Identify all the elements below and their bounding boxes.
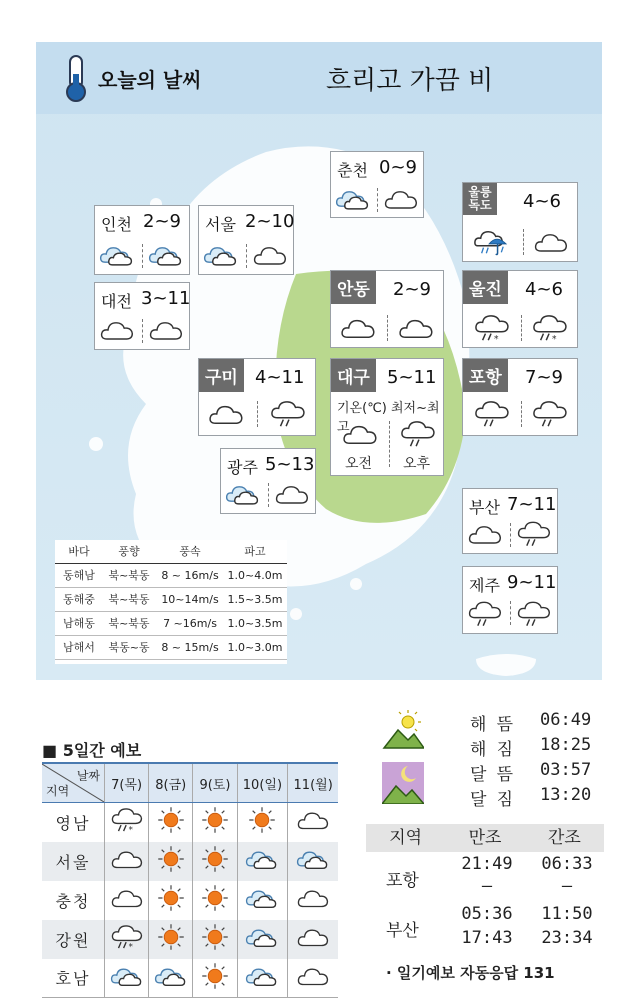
forecast-cell bbox=[149, 920, 193, 959]
city-temp: 0~9 bbox=[379, 157, 417, 178]
title-main: 흐리고 가끔 비 bbox=[326, 66, 494, 96]
table-row bbox=[42, 803, 338, 842]
rain-snow-icon bbox=[110, 922, 144, 952]
sea-cell: 7 ~16m/s bbox=[163, 617, 217, 630]
city-temp: 2~9 bbox=[393, 279, 431, 300]
cloud-icon bbox=[296, 807, 330, 833]
sea-cell: 남해동 bbox=[63, 617, 95, 630]
thermometer-icon bbox=[62, 54, 90, 104]
sunset-time: 18:25 bbox=[540, 735, 592, 755]
forecast-phone-note: · 일기예보 자동응답 131 bbox=[386, 964, 555, 982]
sunrise-mountain-icon bbox=[382, 708, 424, 750]
city-temp: 5~11 bbox=[387, 367, 437, 388]
partly-cloudy-icon bbox=[245, 885, 279, 911]
city-name: 구미 bbox=[199, 359, 244, 392]
sun-icon bbox=[198, 883, 232, 913]
rain-snow-icon bbox=[473, 313, 511, 343]
rain-icon bbox=[516, 599, 552, 629]
city-temp: 4~11 bbox=[255, 367, 305, 388]
forecast-title: ■ 5일간 예보 bbox=[42, 741, 142, 760]
region-name: 영남 bbox=[42, 803, 105, 842]
card-chuncheon bbox=[330, 151, 424, 218]
map-jeju bbox=[476, 654, 536, 676]
tide-region-busan: 부산 bbox=[386, 921, 419, 941]
tide-low: 23:34 bbox=[541, 928, 593, 948]
forecast-cell bbox=[193, 803, 237, 842]
forecast-cell bbox=[105, 959, 149, 998]
cloud-icon bbox=[99, 317, 135, 343]
cloud-icon bbox=[274, 481, 310, 507]
city-name: 울진 bbox=[463, 271, 508, 304]
sea-cell: 10~14m/s bbox=[161, 593, 219, 606]
rain-icon bbox=[269, 399, 307, 429]
sunrise-label: 해 뜸 bbox=[470, 715, 514, 735]
table-row bbox=[55, 564, 287, 588]
region-name: 강원 bbox=[42, 920, 105, 959]
cloud-icon bbox=[341, 421, 379, 447]
card-jeju bbox=[462, 566, 558, 634]
sea-cell: 북동~동 bbox=[108, 641, 150, 654]
region-name: 충청 bbox=[42, 881, 105, 920]
city-temp: 2~10 bbox=[245, 211, 295, 232]
rain-icon bbox=[531, 399, 569, 429]
card-andong bbox=[330, 270, 444, 348]
sun-icon bbox=[154, 883, 188, 913]
city-name: 광주 bbox=[227, 458, 258, 477]
table-row bbox=[42, 959, 338, 998]
partly-cloudy-icon bbox=[296, 846, 330, 872]
forecast-cell bbox=[288, 881, 338, 920]
forecast-cell bbox=[105, 842, 149, 881]
tide-high: 05:36 bbox=[461, 904, 513, 924]
region-name: 호남 bbox=[42, 959, 105, 998]
moonset-time: 13:20 bbox=[540, 785, 592, 805]
forecast-cell bbox=[149, 959, 193, 998]
sea-header-cell: 풍속 bbox=[179, 545, 201, 558]
sea-table-header bbox=[55, 540, 287, 564]
forecast-cell bbox=[105, 920, 149, 959]
forecast-cell bbox=[149, 803, 193, 842]
rain-snow-icon bbox=[531, 313, 569, 343]
tide-header-cell: 지역 bbox=[389, 828, 423, 848]
sea-cell: 북~북동 bbox=[108, 617, 150, 630]
forecast-table bbox=[42, 762, 338, 998]
sea-cell: 북~북동 bbox=[108, 569, 150, 582]
sea-header-cell: 풍향 bbox=[118, 545, 140, 558]
table-row bbox=[42, 842, 338, 881]
forecast-cell bbox=[237, 881, 288, 920]
partly-cloudy-icon bbox=[99, 242, 135, 268]
forecast-cell bbox=[149, 881, 193, 920]
corner-region-label: 지역 bbox=[46, 784, 70, 798]
city-temp: 4~6 bbox=[523, 191, 561, 212]
city-temp: 9~11 bbox=[507, 572, 557, 593]
cloud-icon bbox=[296, 963, 330, 989]
cloud-icon bbox=[252, 242, 288, 268]
sea-cell: 북~북동 bbox=[108, 593, 150, 606]
day-header: 11(월) bbox=[288, 763, 338, 803]
sun-icon bbox=[198, 961, 232, 991]
forecast-header-row bbox=[42, 763, 338, 803]
card-gwangju bbox=[220, 448, 316, 514]
city-temp: 7~9 bbox=[525, 367, 563, 388]
forecast-cell bbox=[237, 959, 288, 998]
cloud-icon bbox=[467, 521, 503, 547]
card-gumi bbox=[198, 358, 316, 436]
sea-cell: 8 ~ 15m/s bbox=[161, 641, 219, 654]
card-incheon bbox=[94, 205, 190, 275]
table-row bbox=[55, 588, 287, 612]
city-name: 대전 bbox=[101, 292, 132, 311]
sea-cell: 동해중 bbox=[63, 593, 95, 606]
title-small: 오늘의 날씨 bbox=[98, 68, 202, 92]
card-pohang bbox=[462, 358, 578, 436]
city-temp: 2~9 bbox=[143, 211, 181, 232]
sea-header-cell: 바다 bbox=[68, 545, 90, 558]
city-temp: 3~11 bbox=[141, 288, 191, 309]
cloud-icon bbox=[207, 401, 245, 427]
forecast-cell bbox=[237, 920, 288, 959]
tide-header bbox=[366, 824, 604, 852]
am-label: 오전 bbox=[345, 456, 373, 472]
moonrise-mountain-icon bbox=[382, 762, 424, 804]
city-name: 안동 bbox=[331, 271, 376, 304]
card-ulleung bbox=[462, 182, 578, 262]
city-name: 부산 bbox=[469, 498, 500, 517]
city-name: 대구 bbox=[331, 359, 376, 392]
day-header: 7(목) bbox=[105, 763, 149, 803]
tide-high: 17:43 bbox=[461, 928, 513, 948]
tide-header-cell: 간조 bbox=[547, 828, 581, 848]
sea-cell: 동해남 bbox=[63, 569, 95, 582]
partly-cloudy-icon bbox=[154, 963, 188, 989]
cloud-icon bbox=[148, 317, 184, 343]
cloud-icon bbox=[383, 186, 419, 212]
city-temp: 7~11 bbox=[507, 494, 557, 515]
cloud-icon bbox=[533, 229, 569, 255]
cloud-icon bbox=[339, 315, 377, 341]
forecast-cell bbox=[193, 842, 237, 881]
cloud-icon bbox=[110, 885, 144, 911]
partly-cloudy-icon bbox=[245, 924, 279, 950]
city-temp: 5~13 bbox=[265, 454, 315, 475]
city-name: 제주 bbox=[469, 576, 500, 595]
partly-cloudy-icon bbox=[335, 186, 371, 212]
partly-cloudy-icon bbox=[110, 963, 144, 989]
rain-icon bbox=[399, 419, 437, 449]
forecast-cell bbox=[288, 959, 338, 998]
day-header: 10(일) bbox=[237, 763, 288, 803]
sun-icon bbox=[154, 922, 188, 952]
sun-icon bbox=[198, 844, 232, 874]
card-seoul bbox=[198, 205, 294, 275]
sunset-label: 해 짐 bbox=[470, 740, 514, 760]
sunrise-time: 06:49 bbox=[540, 710, 592, 730]
city-name: 춘천 bbox=[337, 161, 368, 180]
forecast-cell bbox=[237, 842, 288, 881]
day-header: 8(금) bbox=[149, 763, 193, 803]
partly-cloudy-icon bbox=[148, 242, 184, 268]
cloud-icon bbox=[296, 924, 330, 950]
cloud-icon bbox=[397, 315, 435, 341]
forecast-cell bbox=[193, 920, 237, 959]
region-name: 서울 bbox=[42, 842, 105, 881]
table-row bbox=[55, 636, 287, 660]
forecast-cell bbox=[288, 803, 338, 842]
sea-conditions-table bbox=[55, 540, 287, 664]
city-name: 울릉 독도 bbox=[463, 183, 497, 215]
partly-cloudy-icon bbox=[225, 481, 261, 507]
sea-cell: 1.0~3.0m bbox=[227, 641, 283, 654]
sun-icon bbox=[198, 805, 232, 835]
sea-cell: 8 ~ 16m/s bbox=[161, 569, 219, 582]
table-row bbox=[55, 612, 287, 636]
moonset-label: 달 짐 bbox=[470, 790, 514, 810]
forecast-cell bbox=[193, 959, 237, 998]
tide-low: – bbox=[561, 876, 573, 896]
tide-header-cell: 만조 bbox=[468, 828, 502, 848]
tide-high: 21:49 bbox=[461, 854, 513, 874]
table-row bbox=[42, 881, 338, 920]
rain-icon bbox=[473, 399, 511, 429]
corner-cell bbox=[42, 763, 105, 803]
sea-header-cell: 파고 bbox=[244, 545, 266, 558]
partly-cloudy-icon bbox=[203, 242, 239, 268]
sea-cell: 1.0~3.5m bbox=[227, 617, 283, 630]
city-name: 포항 bbox=[463, 359, 508, 392]
umbrella-rain-icon bbox=[471, 227, 511, 257]
sun-icon bbox=[154, 844, 188, 874]
card-busan bbox=[462, 488, 558, 554]
tide-low: 06:33 bbox=[541, 854, 593, 874]
card-uljin bbox=[462, 270, 578, 348]
forecast-cell bbox=[288, 920, 338, 959]
sea-cell: 남해서 bbox=[63, 641, 95, 654]
forecast-cell bbox=[105, 881, 149, 920]
card-daejeon bbox=[94, 282, 190, 350]
sun-icon bbox=[245, 805, 279, 835]
rain-snow-icon bbox=[110, 805, 144, 835]
sun-icon bbox=[198, 922, 232, 952]
card-daegu bbox=[330, 358, 444, 476]
forecast-cell bbox=[193, 881, 237, 920]
tide-region-pohang: 포항 bbox=[386, 871, 419, 891]
city-temp: 4~6 bbox=[525, 279, 563, 300]
partly-cloudy-icon bbox=[245, 846, 279, 872]
rain-icon bbox=[516, 519, 552, 549]
cloud-icon bbox=[110, 846, 144, 872]
partly-cloudy-icon bbox=[245, 963, 279, 989]
city-name: 서울 bbox=[205, 215, 236, 234]
sea-cell: 1.5~3.5m bbox=[227, 593, 283, 606]
sun-icon bbox=[154, 805, 188, 835]
rain-icon bbox=[467, 599, 503, 629]
forecast-cell bbox=[237, 803, 288, 842]
tide-high: – bbox=[481, 876, 493, 896]
moonrise-label: 달 뜸 bbox=[470, 765, 514, 785]
cloud-icon bbox=[296, 885, 330, 911]
pm-label: 오후 bbox=[403, 456, 431, 472]
city-name: 인천 bbox=[101, 215, 132, 234]
forecast-cell bbox=[288, 842, 338, 881]
sea-cell: 1.0~4.0m bbox=[227, 569, 283, 582]
forecast-cell bbox=[149, 842, 193, 881]
moonrise-time: 03:57 bbox=[540, 760, 592, 780]
tide-low: 11:50 bbox=[541, 904, 593, 924]
table-row bbox=[42, 920, 338, 959]
day-header: 9(토) bbox=[193, 763, 237, 803]
forecast-cell bbox=[105, 803, 149, 842]
legend-text: 기온(℃) 최저~최고 bbox=[337, 401, 440, 435]
corner-date-label: 날짜 bbox=[76, 769, 100, 783]
